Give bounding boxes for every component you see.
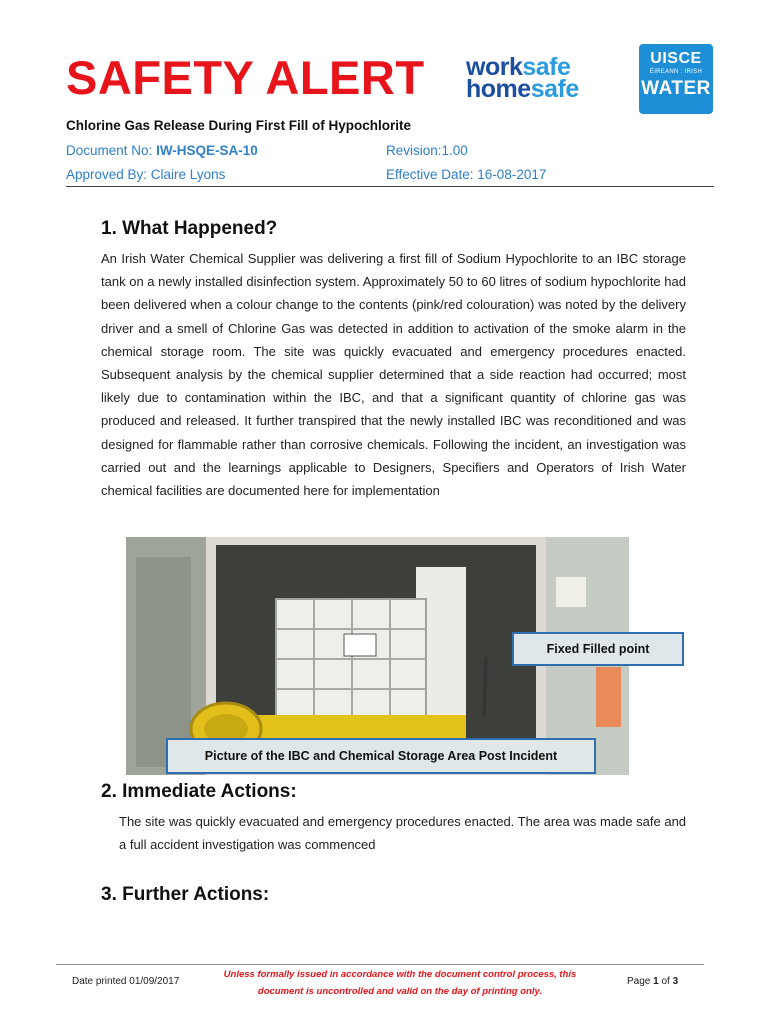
incident-photo <box>126 537 650 775</box>
revision: Revision:1.00 <box>386 143 468 158</box>
irish-water-logo: UISCE ÉIREANN : IRISH WATER <box>639 44 713 114</box>
section-3-heading: 3. Further Actions: <box>101 884 270 905</box>
header-divider <box>66 186 714 187</box>
fixed-fill-point-callout: Fixed Filled point <box>512 632 684 666</box>
section-1-heading: 1. What Happened? <box>101 218 278 239</box>
alert-subtitle: Chlorine Gas Release During First Fill of Hypochlorite <box>66 118 412 133</box>
safety-alert-title: SAFETY ALERT <box>66 51 425 104</box>
document-number: Document No: IW-HSQE-SA-10 <box>66 143 258 158</box>
section-2-heading: 2. Immediate Actions: <box>101 781 297 802</box>
uncontrolled-document-disclaimer: Unless formally issued in accordance with the document control process, this document is uncontrolled and valid on the day of printing only. <box>223 969 577 997</box>
photo-caption: Picture of the IBC and Chemical Storage Area Post Incident <box>166 738 596 774</box>
approved-by: Approved By: Claire Lyons <box>66 167 226 182</box>
effective-date: Effective Date: 16-08-2017 <box>386 167 547 182</box>
footer-divider <box>56 964 704 965</box>
section-2-body: The site was quickly evacuated and emergency procedures enacted. The area was made safe and a full accident investigation was commenced <box>119 814 687 853</box>
section-1-body: An Irish Water Chemical Supplier was delivering a first fill of Sodium Hypochlorite to an IBC storage tank on a newly installed disinfection system. Approximately 50 to 60 litres of sodium hypochlorite had been delivered when a colour change to the contents (pink/red colouration) was noted by the delivery driver and a smell of Chlorine Gas was detected in addition to activation of the smoke alarm in the chemical storage room. The site was quickly evacuated and emergency procedures enacted. Subsequent analysis by the chemical supplier determined that a side reaction had occurred; most likely due to contamination within the IBC, and that a significant quantity of chlorine gas was produced and released. It further transpired that the newly installed IBC was reconditioned and was designed for flammable rather than corrosive chemicals. Following the incident, an investigation was carried out and the learnings applicable to Designers, Specifiers and Operators of Irish Water chemical facilities are documented here for implementation <box>101 251 686 499</box>
page-number: Page 1 of 3 <box>627 976 679 987</box>
date-printed: Date printed 01/09/2017 <box>72 976 180 987</box>
worksafe-homesafe-logo: worksafe homesafe <box>466 53 579 103</box>
